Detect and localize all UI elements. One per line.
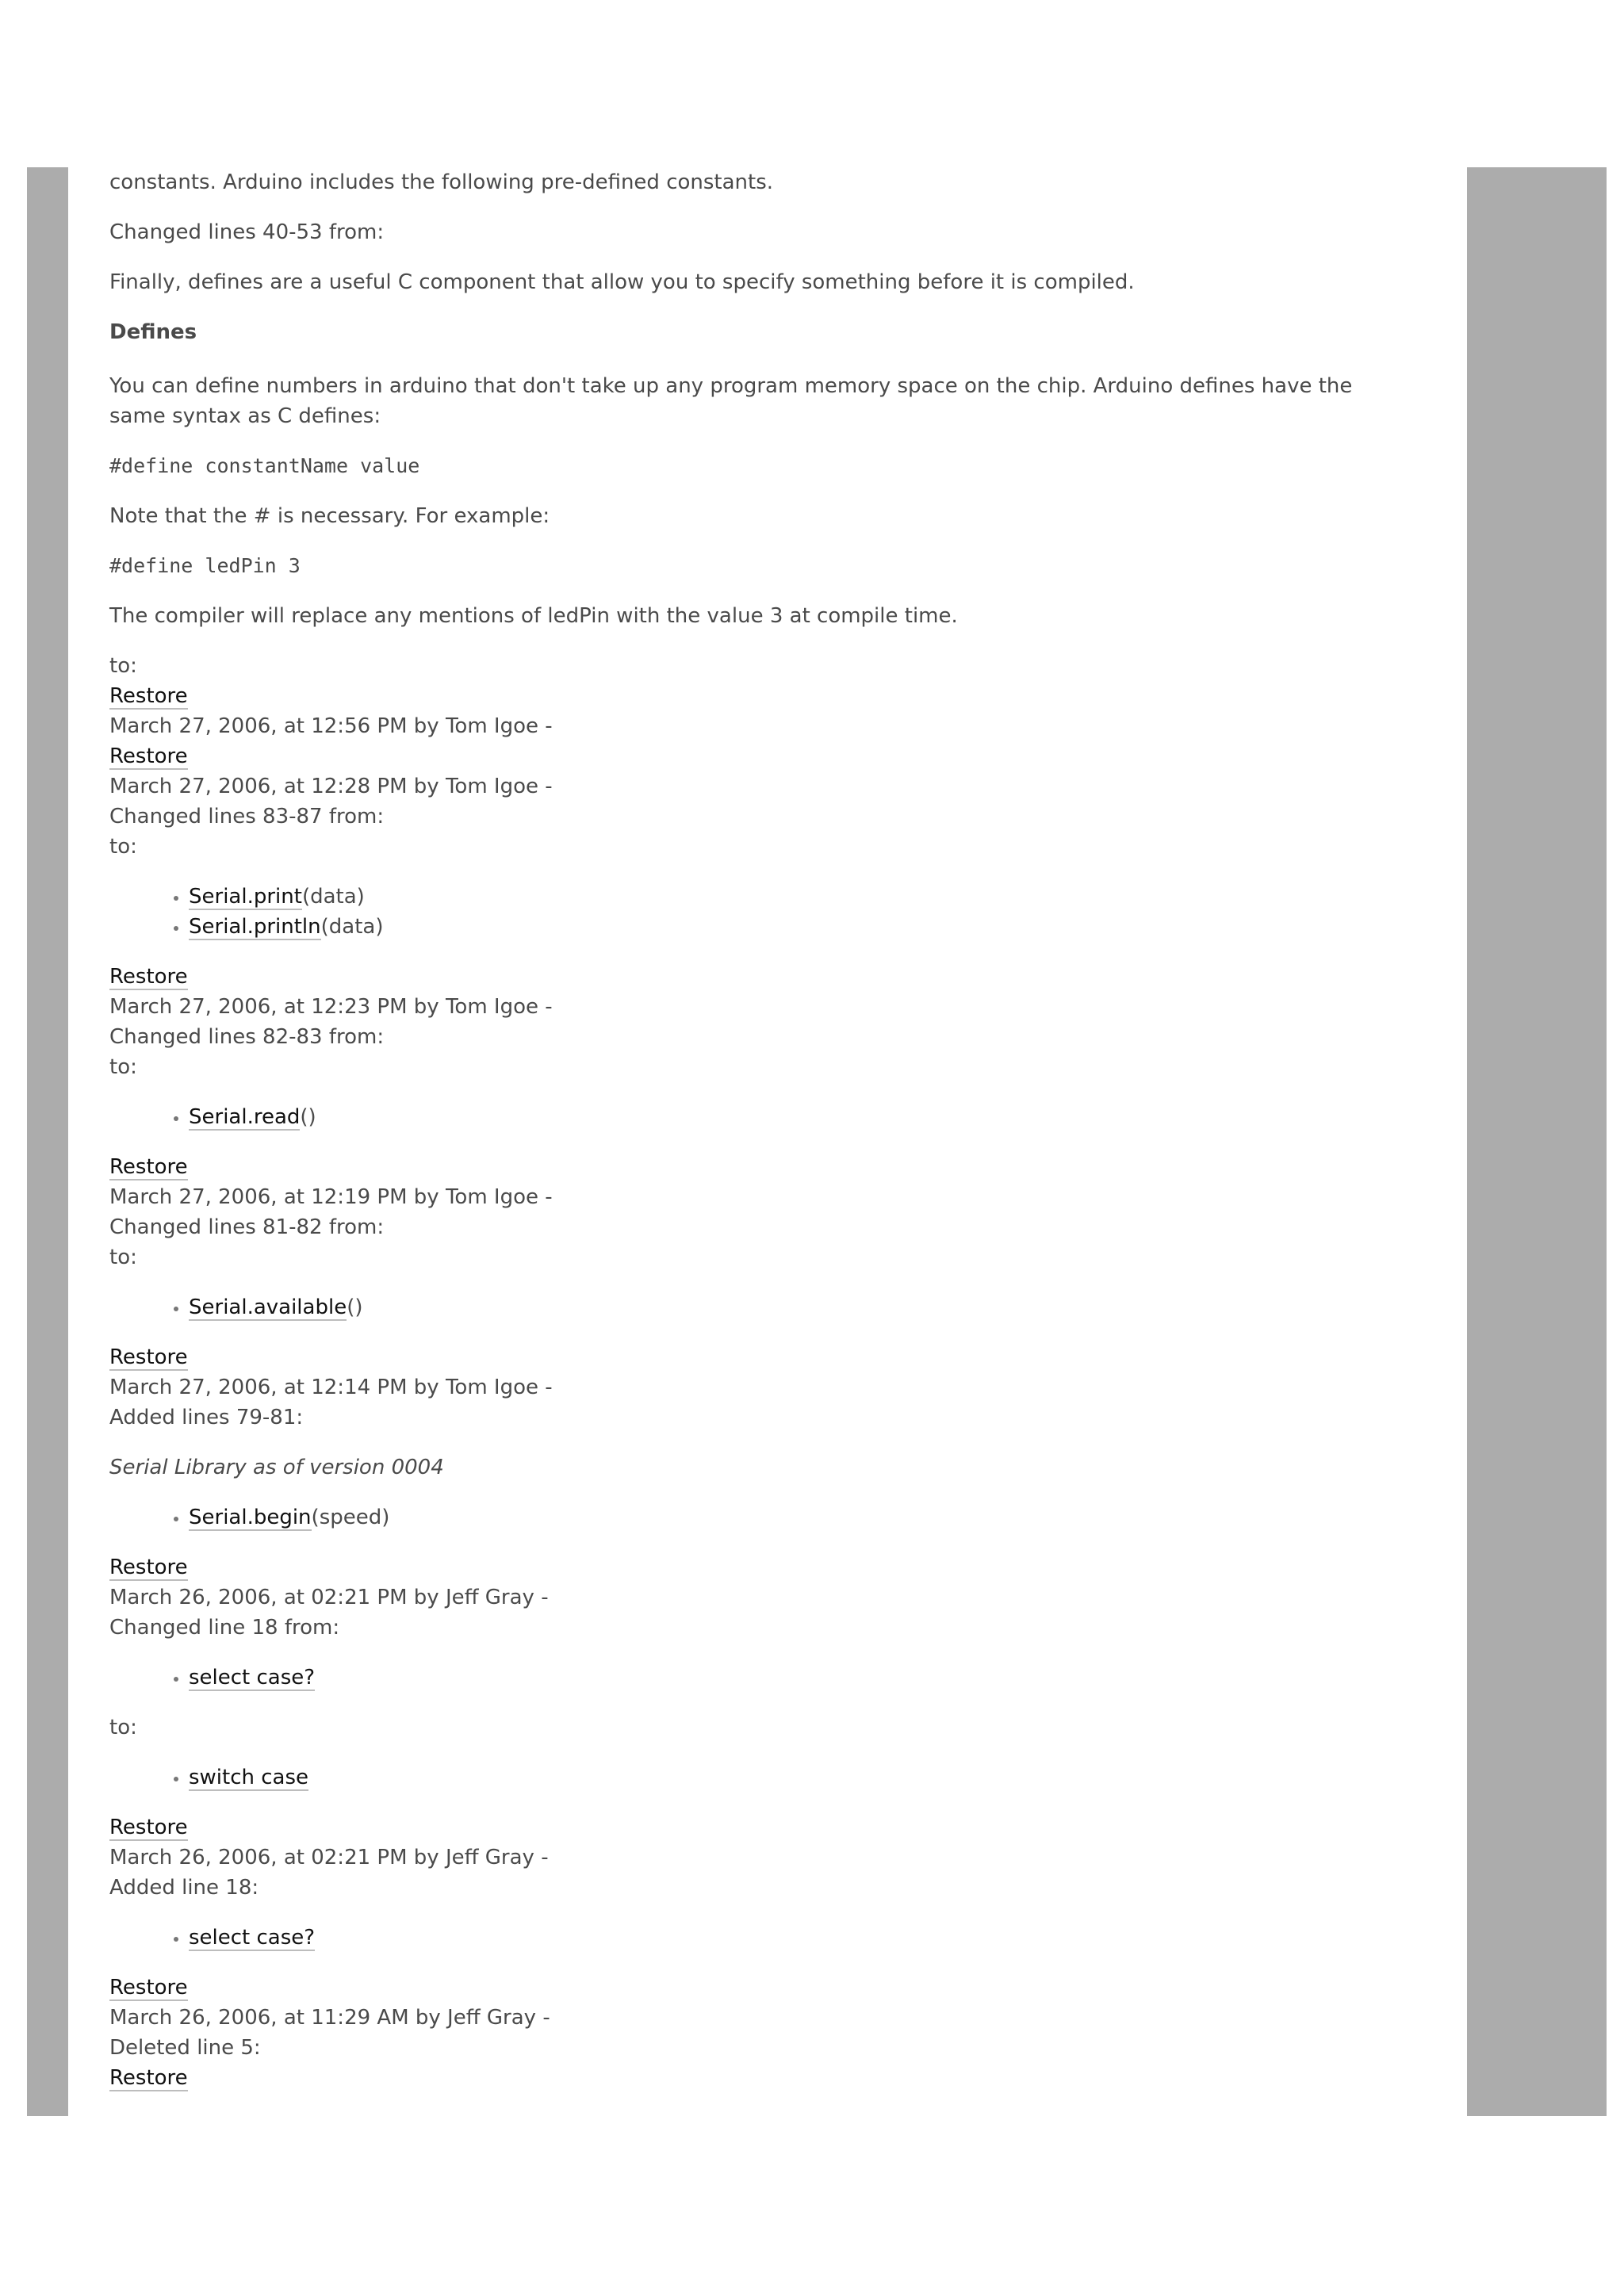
change-description: Deleted line 5:	[109, 2036, 261, 2060]
section-heading: Defines	[109, 320, 197, 344]
list-item	[189, 1102, 1362, 1132]
to-label: to:	[109, 1716, 137, 1739]
paragraph: constants. Arduino includes the following pre-defined constants.	[109, 170, 774, 194]
list	[109, 1502, 1362, 1533]
revision-meta: March 26, 2006, at 02:21 PM by Jeff Gray -	[109, 1586, 549, 1609]
restore-link[interactable]: Restore	[109, 1556, 188, 1579]
change-description: Changed lines 81-82 from:	[109, 1215, 385, 1239]
args-text: (data)	[301, 885, 365, 909]
args-text: ()	[300, 1105, 316, 1129]
restore-link[interactable]: Restore	[109, 684, 188, 708]
left-sidebar-bar	[27, 167, 68, 2116]
serial-begin-link[interactable]: Serial.begin	[189, 1506, 312, 1529]
code-line: #define constantName value	[109, 454, 420, 477]
change-description: Changed lines 83-87 from:	[109, 805, 385, 828]
restore-link[interactable]: Restore	[109, 1976, 188, 1999]
revision-meta: March 26, 2006, at 11:29 AM by Jeff Gray -	[109, 2006, 550, 2030]
revision-meta: March 27, 2006, at 12:19 PM by Tom Igoe -	[109, 1185, 553, 1209]
change-description: Changed line 18 from:	[109, 1616, 340, 1640]
revision-meta: March 26, 2006, at 02:21 PM by Jeff Gray -	[109, 1846, 549, 1869]
select-case-link[interactable]: select case?	[189, 1926, 316, 1950]
right-sidebar-bar	[1467, 167, 1607, 2116]
list-item	[189, 1923, 1362, 1953]
paragraph: Changed lines 40-53 from:	[109, 220, 385, 244]
revision-meta: March 27, 2006, at 12:28 PM by Tom Igoe -	[109, 775, 553, 798]
change-description: Added line 18:	[109, 1876, 259, 1900]
to-label: to:	[109, 654, 137, 678]
list	[109, 1923, 1362, 1953]
paragraph: The compiler will replace any mentions of ledPin with the value 3 at compile time.	[109, 604, 958, 628]
args-text: (data)	[320, 915, 384, 939]
restore-link[interactable]: Restore	[109, 1816, 188, 1839]
restore-link[interactable]: Restore	[109, 965, 188, 989]
list	[109, 1102, 1362, 1132]
list-item	[189, 1663, 1362, 1693]
switch-case-link[interactable]: switch case	[189, 1766, 309, 1789]
paragraph: You can define numbers in arduino that don't take up any program memory space on the chip. Arduino defines have the same syntax as C defines:	[109, 374, 1353, 428]
revision-meta: March 27, 2006, at 12:23 PM by Tom Igoe -	[109, 995, 553, 1019]
to-label: to:	[109, 1055, 137, 1079]
restore-link[interactable]: Restore	[109, 1155, 188, 1179]
serial-available-link[interactable]: Serial.available	[189, 1295, 347, 1319]
restore-link[interactable]: Restore	[109, 744, 188, 768]
list-item	[189, 912, 1362, 942]
list	[109, 1663, 1362, 1693]
serial-print-link[interactable]: Serial.print	[189, 885, 302, 909]
serial-read-link[interactable]: Serial.read	[189, 1105, 301, 1129]
args-text: (speed)	[311, 1506, 390, 1529]
list	[109, 1762, 1362, 1793]
change-description: Changed lines 82-83 from:	[109, 1025, 385, 1049]
list-item	[189, 1292, 1362, 1322]
italic-note: Serial Library as of version 0004	[109, 1456, 444, 1479]
list	[109, 882, 1362, 942]
list-item	[189, 882, 1362, 912]
args-text: ()	[347, 1295, 363, 1319]
list	[109, 1292, 1362, 1322]
code-line: #define ledPin 3	[109, 554, 301, 577]
to-label: to:	[109, 835, 137, 859]
select-case-link[interactable]: select case?	[189, 1666, 316, 1689]
serial-println-link[interactable]: Serial.println	[189, 915, 321, 939]
to-label: to:	[109, 1246, 137, 1269]
change-description: Added lines 79-81:	[109, 1406, 304, 1429]
revision-meta: March 27, 2006, at 12:56 PM by Tom Igoe -	[109, 714, 553, 738]
list-item	[189, 1762, 1362, 1793]
list-item	[189, 1502, 1362, 1533]
page-history-content	[109, 167, 1362, 2093]
restore-link[interactable]: Restore	[109, 2066, 188, 2090]
paragraph: Finally, defines are a useful C component that allow you to specify something before it is compiled.	[109, 270, 1135, 294]
restore-link[interactable]: Restore	[109, 1345, 188, 1369]
paragraph: Note that the # is necessary. For example:	[109, 504, 550, 528]
revision-meta: March 27, 2006, at 12:14 PM by Tom Igoe -	[109, 1376, 553, 1399]
